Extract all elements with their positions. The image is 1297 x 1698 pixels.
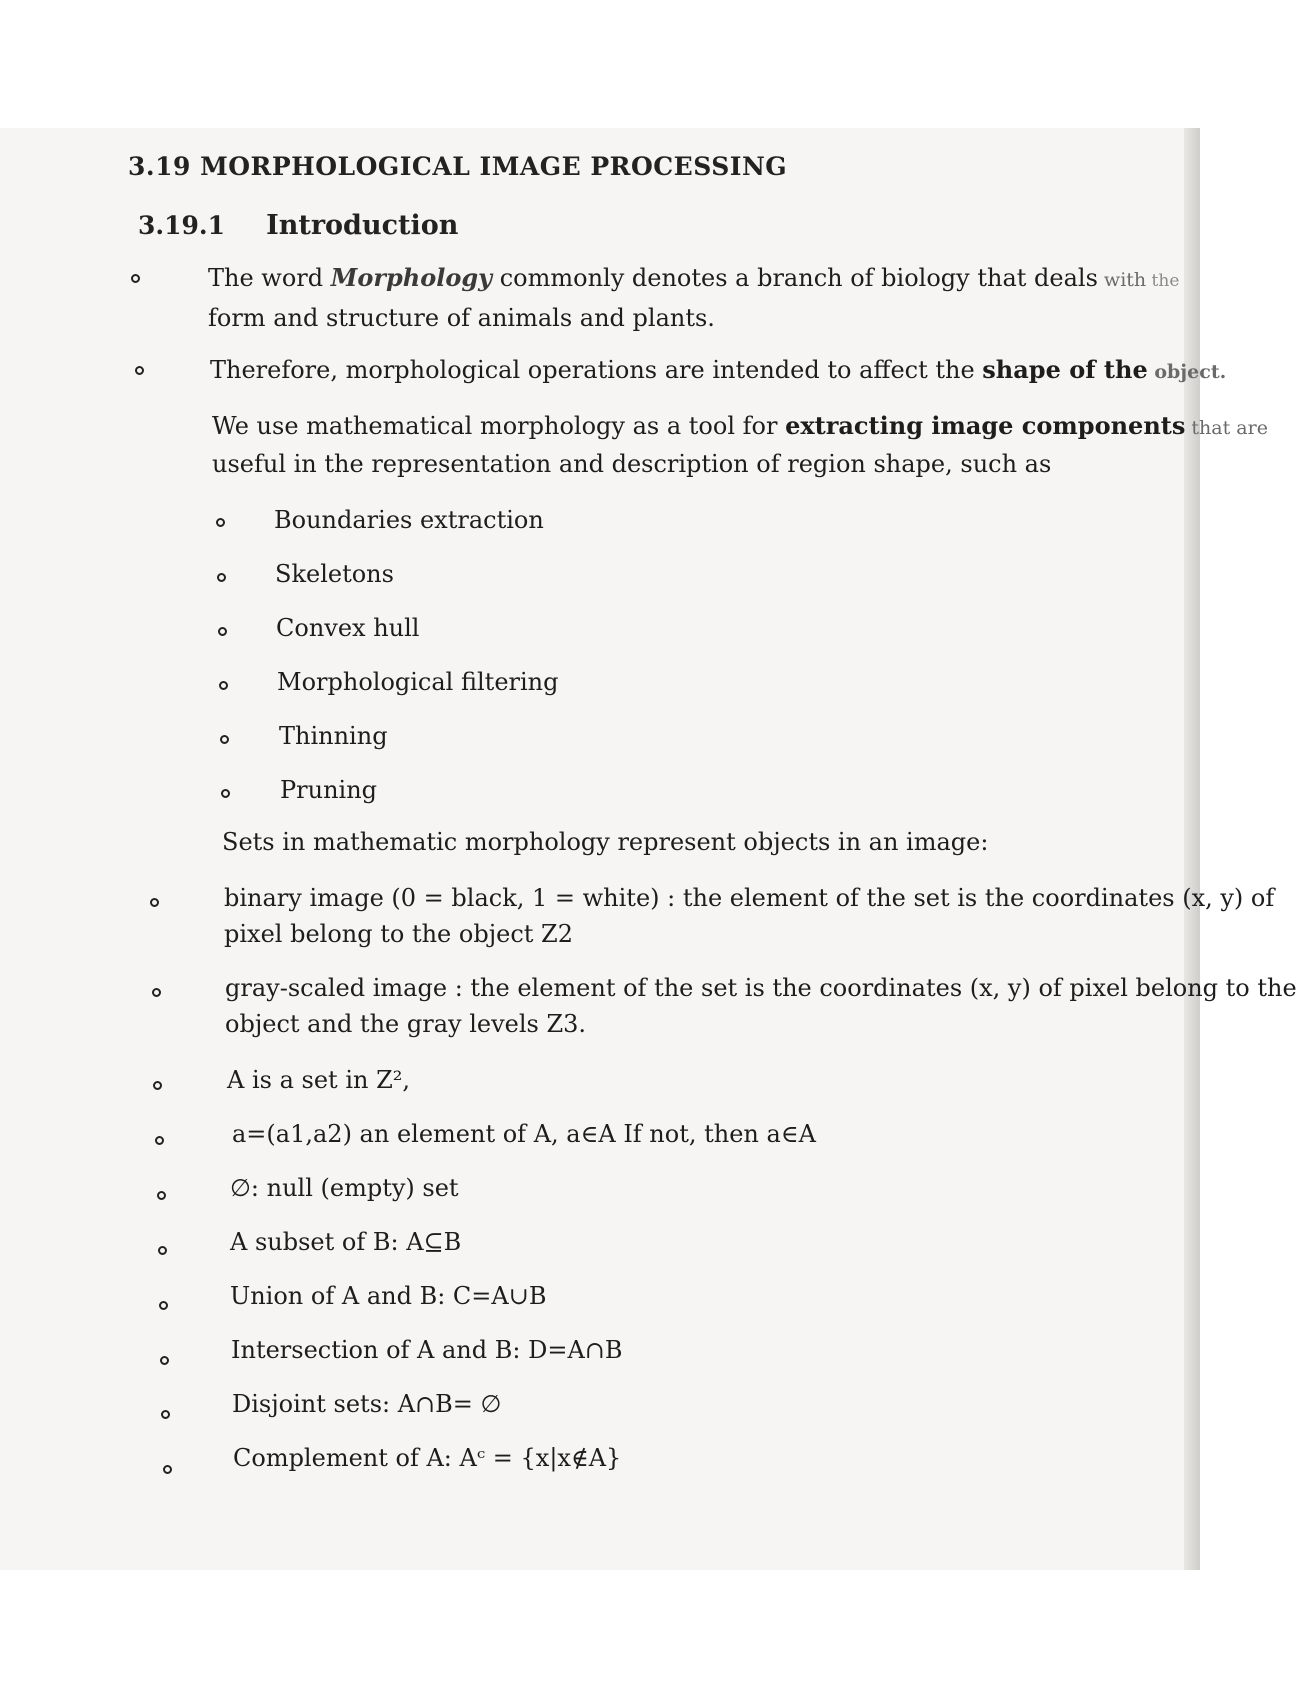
bullet-icon [163, 1465, 172, 1474]
para2-tail: object. [1147, 361, 1227, 383]
bullet-icon [158, 1246, 167, 1255]
bullet-icon [155, 1136, 164, 1145]
sets-intro: Sets in mathematic morphology represent objects in an image: [222, 828, 989, 856]
set-item: Disjoint sets: A∩B= ∅ [232, 1390, 502, 1418]
set-item: Intersection of A and B: D=A∩B [231, 1336, 623, 1364]
para1-tail2: the [1146, 271, 1180, 291]
bullet-icon [216, 518, 225, 527]
list-item: Convex hull [276, 614, 420, 642]
page-edge-shadow [1184, 128, 1200, 1570]
section-number: 3.19 [128, 152, 191, 181]
section-heading [128, 152, 787, 181]
set-item: ∅: null (empty) set [230, 1174, 459, 1202]
bullet-icon [150, 898, 159, 907]
set-item: A subset of B: A⊆B [230, 1228, 462, 1256]
bullet-icon [217, 573, 226, 582]
bullet-icon [221, 789, 230, 798]
bullet-icon [153, 1081, 162, 1090]
list-item: Pruning [280, 776, 378, 804]
para1-post: commonly denotes a branch of biology that deals [492, 264, 1098, 292]
section-title: MORPHOLOGICAL IMAGE PROCESSING [200, 152, 788, 181]
para3-pre: We use mathematical morphology as a tool for [212, 412, 786, 440]
bullet-icon [157, 1191, 166, 1200]
list-item: Thinning [279, 722, 388, 750]
para2-pre: Therefore, morphological operations are intended to affect the [210, 356, 983, 384]
list-item: Morphological filtering [277, 668, 559, 696]
para2-bold: shape of the [982, 355, 1148, 384]
para3-bold: extracting image components [785, 411, 1186, 440]
subsection-title: Introduction [266, 210, 459, 241]
set-item: a=(a1,a2) an element of A, a∈A If not, then a∈A [232, 1120, 816, 1148]
binary-line2: pixel belong to the object Z2 [224, 920, 573, 948]
bullet-icon [220, 735, 229, 744]
bullet-icon [160, 1356, 169, 1365]
list-item: Boundaries extraction [274, 506, 544, 534]
bullet-icon [135, 366, 144, 375]
para-morphology-line1 [208, 264, 1179, 293]
gray-line1: gray-scaled image : the element of the set is the coordinates (x, y) of pixel belong to the [225, 974, 1297, 1002]
bullet-icon [161, 1410, 170, 1419]
para-morphology-line2: form and structure of animals and plants. [208, 304, 715, 332]
list-item: Skeletons [275, 560, 394, 588]
para-therefore [210, 356, 1226, 385]
set-item: A is a set in Z², [227, 1066, 410, 1094]
para-tool-line1 [212, 412, 1268, 441]
bullet-icon [131, 274, 140, 283]
para3-tail: that are [1185, 417, 1268, 439]
gray-line2: object and the gray levels Z3. [225, 1010, 587, 1038]
bullet-icon [219, 681, 228, 690]
term-morphology: Morphology [330, 263, 493, 292]
para1-pre: The word [208, 264, 331, 292]
para-tool-line2: useful in the representation and description of region shape, such as [212, 450, 1052, 478]
set-item: Complement of A: Aᶜ = {x|x∉A} [233, 1444, 622, 1472]
para1-tail1: with [1097, 269, 1147, 291]
bullet-icon [218, 627, 227, 636]
bullet-icon [152, 988, 161, 997]
binary-line1: binary image (0 = black, 1 = white) : the element of the set is the coordinates (x, y) of [224, 884, 1275, 912]
bullet-icon [159, 1301, 168, 1310]
set-item: Union of A and B: C=A∪B [230, 1282, 547, 1310]
subsection-heading [138, 210, 458, 241]
subsection-number: 3.19.1 [138, 211, 225, 240]
